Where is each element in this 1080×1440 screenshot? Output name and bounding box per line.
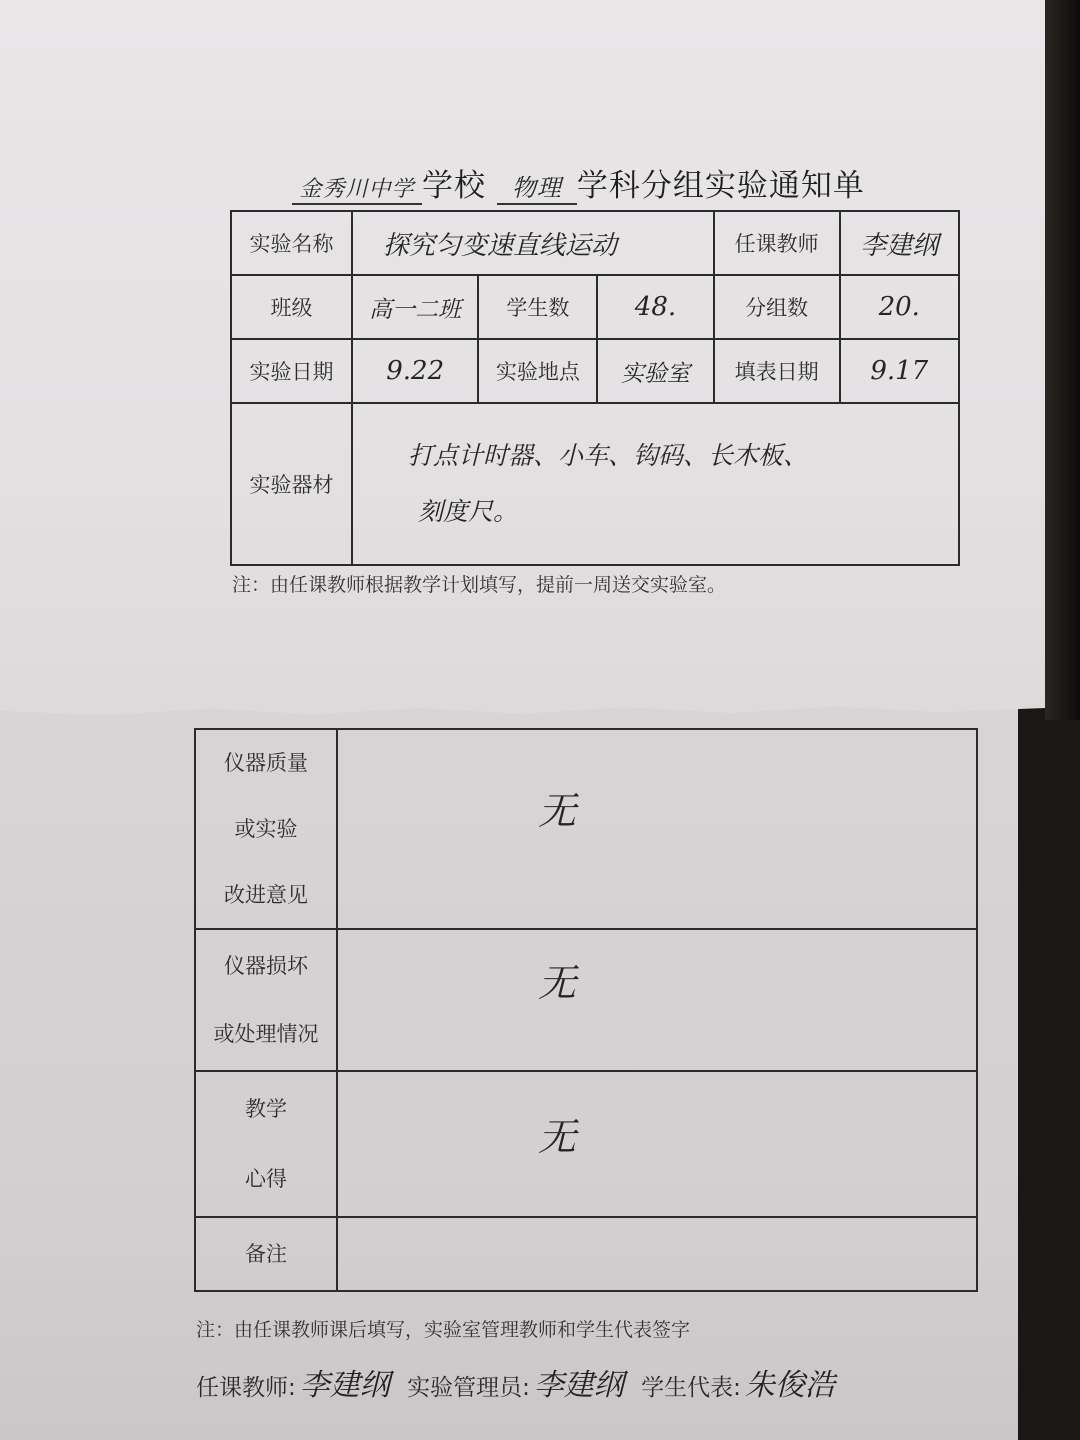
note-bottom: 注：由任课教师课后填写，实验室管理教师和学生代表签字 — [196, 1319, 691, 1341]
damage-label-line-2: 或处理情况 — [213, 1022, 319, 1046]
damage-label — [195, 929, 337, 1071]
experiment-name-label: 实验名称 — [231, 211, 352, 275]
teaching-field[interactable]: 无 — [337, 1071, 977, 1217]
teaching-label-line-1: 教学 — [245, 1097, 287, 1121]
location-label: 实验地点 — [478, 339, 597, 403]
date-label: 实验日期 — [231, 339, 352, 403]
quality-label-line-2: 或实验 — [234, 817, 298, 841]
teacher-sign-label: 任课教师: — [196, 1375, 296, 1401]
date-field[interactable]: 9.22 — [352, 339, 478, 403]
fill-date-field[interactable]: 9.17 — [840, 339, 959, 403]
subject-field[interactable]: 物理 — [497, 168, 577, 205]
teacher-signature[interactable]: 李建纲 — [299, 1368, 390, 1403]
teacher-field[interactable]: 李建纲 — [840, 211, 959, 275]
equipment-line-1: 打点计时器、小车、钩码、长木板、 — [408, 441, 809, 470]
equipment-field[interactable] — [352, 403, 959, 565]
students-label: 学生数 — [478, 275, 597, 339]
quality-label-line-3: 改进意见 — [224, 883, 308, 907]
form-title — [292, 160, 865, 205]
teaching-label — [195, 1071, 337, 1217]
damage-field[interactable]: 无 — [337, 929, 977, 1071]
teaching-label-line-2: 心得 — [245, 1167, 287, 1191]
title-text: 学科分组实验通知单 — [576, 168, 865, 204]
quality-label — [195, 729, 337, 929]
damage-label-line-1: 仪器损坏 — [224, 954, 308, 978]
fill-date-label: 填表日期 — [714, 339, 840, 403]
student-signature[interactable]: 朱俊浩 — [744, 1368, 835, 1403]
equipment-label: 实验器材 — [231, 403, 352, 565]
student-sign-label: 学生代表: — [641, 1375, 741, 1401]
feedback-table — [194, 728, 978, 1292]
equipment-line-2: 刻度尺。 — [418, 497, 519, 526]
class-field[interactable]: 高一二班 — [352, 275, 478, 339]
quality-label-line-1: 仪器质量 — [224, 751, 308, 775]
students-field[interactable]: 48. — [597, 275, 713, 339]
admin-signature[interactable]: 李建纲 — [533, 1368, 624, 1403]
experiment-name-field[interactable]: 探究匀变速直线运动 — [352, 211, 714, 275]
school-name-field[interactable]: 金秀川中学 — [292, 172, 422, 205]
teacher-label: 任课教师 — [714, 211, 840, 275]
note-top: 注：由任课教师根据教学计划填写，提前一周送交实验室。 — [232, 574, 727, 596]
location-field[interactable]: 实验室 — [597, 339, 713, 403]
remarks-field[interactable] — [337, 1217, 977, 1291]
admin-sign-label: 实验管理员: — [407, 1375, 530, 1401]
notice-table — [230, 210, 960, 566]
remarks-label: 备注 — [195, 1217, 337, 1291]
class-label: 班级 — [231, 275, 352, 339]
groups-label: 分组数 — [714, 275, 840, 339]
groups-field[interactable]: 20. — [840, 275, 959, 339]
quality-field[interactable]: 无 — [337, 729, 977, 929]
school-suffix: 学校 — [422, 168, 486, 204]
signature-row — [196, 1360, 845, 1404]
